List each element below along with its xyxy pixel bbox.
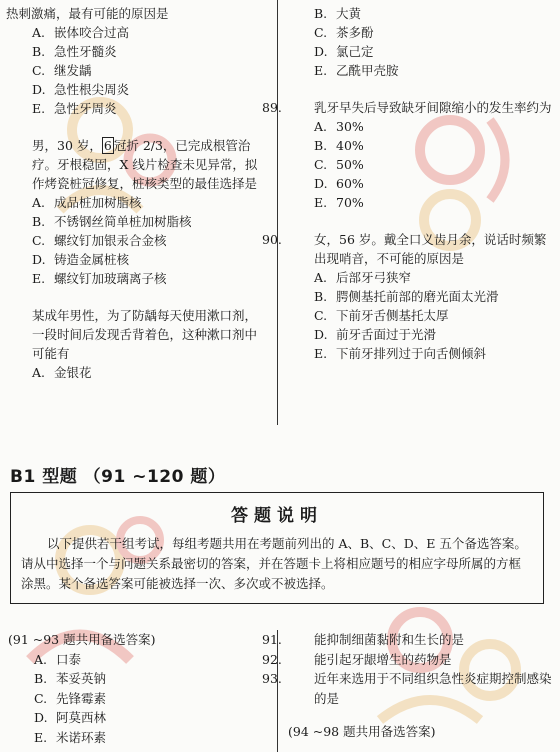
q93-text: 近年来选用于不同组织急性炎症期控制感染的是 xyxy=(314,671,552,706)
option-text: 50% xyxy=(336,157,364,172)
q88-options-continued xyxy=(288,4,556,80)
option-item xyxy=(6,212,268,231)
option-text: 乙酰甲壳胺 xyxy=(336,63,399,78)
option-item xyxy=(288,306,556,325)
option-text: 30% xyxy=(336,119,364,134)
option-letter: D. xyxy=(32,252,46,267)
option-item xyxy=(8,650,270,670)
option-text: 60% xyxy=(336,176,364,191)
option-item xyxy=(8,728,270,748)
option-item xyxy=(288,344,556,363)
option-letter: B. xyxy=(34,671,48,686)
option-item xyxy=(288,61,556,80)
option-text: 腭侧基托前部的磨光面太光滑 xyxy=(336,289,499,304)
q90-stem xyxy=(262,230,556,268)
q88-stem-text: 某成年男性，为了防龋每天使用漱口剂，一段时间后发现舌背着色，这种漱口剂中可能有 xyxy=(32,308,258,361)
option-item xyxy=(6,231,268,250)
option-item xyxy=(288,42,556,61)
option-item xyxy=(6,80,268,99)
option-item xyxy=(8,689,270,709)
option-text: 急性根尖周炎 xyxy=(54,82,130,97)
option-text: 氯己定 xyxy=(336,44,374,59)
option-item xyxy=(288,287,556,306)
q91-number: 91. xyxy=(262,632,282,647)
option-letter: C. xyxy=(34,690,48,706)
option-letter: C. xyxy=(32,63,46,78)
option-text: 急性牙周炎 xyxy=(54,101,117,116)
option-text: 螺纹钉加银汞合金核 xyxy=(54,233,167,248)
instructions-body: 以下提供若干组考试，每组考题共用在考题前列出的 A、B、C、D、E 五个备选答案。请从中选择一个与问题关系最密切的答案，并在答题卡上将相应题号的相应字母所属的方框涂黑。某个备选答案可能被选择一次、多次或不被选择。 xyxy=(21,536,527,591)
q86-stem-tail: 热刺激痛，最有可能的原因是 xyxy=(6,6,169,21)
q92-text: 能引起牙龈增生的药物是 xyxy=(314,651,452,667)
option-text: 阿莫西林 xyxy=(56,710,107,725)
option-letter: B. xyxy=(314,138,328,153)
option-item xyxy=(6,269,268,288)
bottom-right-column xyxy=(262,630,556,742)
option-letter: B. xyxy=(314,6,328,21)
option-letter: A. xyxy=(32,195,46,210)
option-text: 米诺环素 xyxy=(56,729,107,745)
q87-stem xyxy=(6,136,268,193)
group-header-94-98: (94 ~98 题共用备选答案) xyxy=(288,724,436,739)
option-text: 下前牙排列过于向舌侧倾斜 xyxy=(336,346,487,361)
option-item xyxy=(6,193,268,212)
q90-number: 90. xyxy=(262,232,282,247)
option-letter: E. xyxy=(314,63,328,78)
tooth-notation: 6 xyxy=(103,138,112,153)
option-letter: A. xyxy=(34,651,48,667)
option-letter: C. xyxy=(314,25,328,40)
option-letter: E. xyxy=(32,271,46,286)
option-text: 茶多酚 xyxy=(336,25,374,40)
section-title: B1 型题 （91 ~120 题） xyxy=(10,467,226,487)
q90-stem-text: 女，56 岁。戴全口义齿月余，说话时频繁出现哨音，不可能的原因是 xyxy=(314,232,547,266)
option-letter: E. xyxy=(34,729,48,745)
option-item xyxy=(288,23,556,42)
option-text: 后部牙弓狭窄 xyxy=(336,270,412,285)
option-item xyxy=(6,250,268,269)
option-letter: D. xyxy=(314,176,328,191)
option-letter: B. xyxy=(314,289,328,304)
q89-options xyxy=(288,117,556,212)
option-text: 下前牙舌侧基托太厚 xyxy=(336,308,449,323)
bottom-left-column xyxy=(8,630,270,747)
option-item xyxy=(6,363,268,382)
option-text: 前牙舌面过于光滑 xyxy=(336,327,437,342)
option-text: 70% xyxy=(336,195,364,210)
option-item xyxy=(288,193,556,212)
q90-options xyxy=(288,268,556,363)
option-letter: A. xyxy=(314,119,328,134)
option-text: 金银花 xyxy=(54,365,92,380)
option-item xyxy=(288,136,556,155)
option-letter: A. xyxy=(32,25,46,40)
option-letter: D. xyxy=(314,44,328,59)
q93 xyxy=(262,669,556,708)
option-letter: C. xyxy=(314,157,328,172)
option-text: 螺纹钉加玻璃离子核 xyxy=(54,271,167,286)
q86-options xyxy=(6,23,268,118)
option-item xyxy=(6,42,268,61)
group-header-91-93: (91 ~93 题共用备选答案) xyxy=(8,632,156,647)
instructions-box xyxy=(10,492,544,604)
option-text: 大黄 xyxy=(336,6,362,21)
option-letter: D. xyxy=(32,82,46,97)
q88-number xyxy=(6,306,32,325)
option-letter: A. xyxy=(314,270,328,285)
option-item xyxy=(6,61,268,80)
option-letter: B. xyxy=(32,214,46,229)
q91 xyxy=(262,630,556,650)
option-text: 先锋霉素 xyxy=(56,690,107,706)
option-letter: C. xyxy=(32,233,46,248)
option-item xyxy=(288,325,556,344)
q87-options xyxy=(6,193,268,288)
q93-number: 93. xyxy=(262,671,282,686)
option-item xyxy=(6,99,268,118)
option-text: 40% xyxy=(336,138,364,153)
option-letter: E. xyxy=(32,101,46,116)
instructions-title: 答题说明 xyxy=(231,506,323,526)
q92 xyxy=(262,650,556,670)
option-letter: E. xyxy=(314,195,328,210)
option-item xyxy=(288,268,556,287)
q89-stem xyxy=(262,98,556,117)
option-text: 苯妥英钠 xyxy=(56,671,107,686)
q89-number: 89. xyxy=(262,100,282,115)
option-letter: E. xyxy=(314,346,328,361)
option-letter: A. xyxy=(32,365,46,380)
q87-number xyxy=(6,136,32,155)
option-item xyxy=(8,669,270,689)
option-item xyxy=(8,708,270,728)
q87-stem-b: 冠折 2/3，已完成根管治疗。牙根稳固，X 线片检查未见异常，拟作烤瓷桩冠修复，桩核类型的最佳选择是 xyxy=(32,138,258,191)
option-text: 嵌体咬合过高 xyxy=(54,25,130,40)
option-item xyxy=(6,23,268,42)
q91-text: 能抑制细菌黏附和生长的是 xyxy=(314,632,465,647)
option-letter: D. xyxy=(314,327,328,342)
option-text: 不锈钢丝简单桩加树脂核 xyxy=(54,214,192,229)
option-item xyxy=(288,4,556,23)
option-letter: C. xyxy=(314,308,328,323)
column-divider xyxy=(277,0,278,425)
q92-number: 92. xyxy=(262,651,282,667)
option-item xyxy=(288,117,556,136)
option-letter: D. xyxy=(34,710,48,725)
q87-stem-a: 男，30 岁， xyxy=(32,138,102,153)
option-text: 继发龋 xyxy=(54,63,92,78)
q88-options xyxy=(6,363,268,382)
q88-stem xyxy=(6,306,268,363)
option-text: 口泰 xyxy=(56,651,82,667)
q89-stem-text: 乳牙早失后导致缺牙间隙缩小的发生率约为 xyxy=(314,100,552,115)
option-text: 急性牙髓炎 xyxy=(54,44,117,59)
option-text: 成品桩加树脂核 xyxy=(54,195,142,210)
option-letter: B. xyxy=(32,44,46,59)
option-item xyxy=(288,155,556,174)
group-options-91-93 xyxy=(8,650,270,748)
option-item xyxy=(288,174,556,193)
right-column xyxy=(262,4,556,363)
left-column xyxy=(6,4,268,382)
option-text: 铸造金属桩核 xyxy=(54,252,130,267)
